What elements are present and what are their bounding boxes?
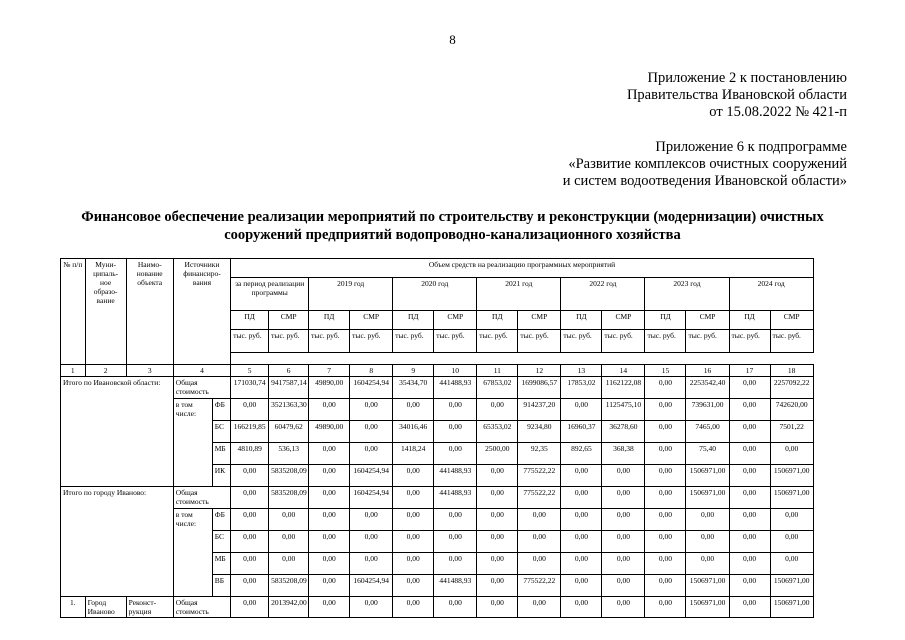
value-cell: 0,00	[231, 553, 269, 575]
table-row	[61, 509, 816, 531]
header-year: 2023 год	[645, 278, 729, 311]
value-cell: 441488,93	[434, 465, 477, 487]
value-cell: 0,00	[645, 443, 686, 465]
value-cell: 441488,93	[434, 487, 477, 509]
header-volume: Объем средств на реализацию программных мероприятий	[231, 259, 814, 278]
value-cell: 0,00	[561, 465, 602, 487]
appendix-subprogram-line: и систем водоотведения Ивановской области»	[562, 173, 847, 189]
value-cell: 65353,02	[477, 421, 518, 443]
value-cell: 4810,89	[231, 443, 269, 465]
value-cell: 775522,22	[518, 487, 561, 509]
source-code: ВБ	[212, 575, 230, 597]
header-unit: тыс. руб.	[393, 330, 434, 353]
table-edge	[813, 377, 815, 399]
value-cell: 0,00	[393, 465, 434, 487]
appendix-subprogram-line: «Развитие комплексов очистных сооружений	[568, 156, 847, 172]
header-unit: тыс. руб.	[477, 330, 518, 353]
value-cell: 0,00	[434, 597, 477, 618]
value-cell: 0,00	[729, 465, 770, 487]
total-cost-label: Общая стоимость	[173, 377, 230, 399]
value-cell: 1506971,00	[686, 465, 729, 487]
table-edge	[813, 509, 815, 531]
value-cell: 0,00	[645, 465, 686, 487]
value-cell: 742620,00	[770, 399, 813, 421]
value-cell: 0,00	[518, 597, 561, 618]
incl-label: в том числе:	[173, 509, 212, 597]
value-cell: 1506971,00	[770, 465, 813, 487]
value-cell: 5835208,09	[269, 465, 309, 487]
value-cell: 0,00	[231, 487, 269, 509]
value-cell: 0,00	[309, 597, 350, 618]
header-unit: тыс. руб.	[350, 330, 393, 353]
header-unit: тыс. руб.	[602, 330, 645, 353]
value-cell: 0,00	[645, 553, 686, 575]
value-cell: 16960,37	[561, 421, 602, 443]
value-cell: 0,00	[350, 509, 393, 531]
value-cell: 739631,00	[686, 399, 729, 421]
header-unit: тыс. руб.	[645, 330, 686, 353]
header-index: 14	[602, 365, 645, 377]
value-cell: 0,00	[350, 553, 393, 575]
value-cell: 0,00	[602, 509, 645, 531]
value-cell: 0,00	[561, 399, 602, 421]
financing-table	[60, 258, 816, 618]
value-cell: 1604254,94	[350, 575, 393, 597]
value-cell: 1604254,94	[350, 377, 393, 399]
value-cell: 0,00	[770, 553, 813, 575]
header-index: 9	[393, 365, 434, 377]
header-pd: ПД	[393, 311, 434, 330]
header-sources: Источники финансиро-вания	[173, 259, 230, 365]
value-cell: 1506971,00	[686, 575, 729, 597]
value-cell: 3521363,30	[269, 399, 309, 421]
appendix-subprogram	[563, 139, 847, 190]
header-index: 5	[231, 365, 269, 377]
value-cell: 0,00	[729, 377, 770, 399]
value-cell: 0,00	[350, 531, 393, 553]
table-edge	[813, 487, 815, 509]
table-edge	[813, 311, 815, 330]
header-index: 18	[770, 365, 813, 377]
header-period-prior: за период реализации программы	[231, 278, 309, 311]
value-cell: 0,00	[729, 575, 770, 597]
source-code: ФБ	[212, 399, 230, 421]
value-cell: 0,00	[309, 531, 350, 553]
value-cell: 0,00	[309, 575, 350, 597]
value-cell: 1506971,00	[770, 487, 813, 509]
header-smr: СМР	[602, 311, 645, 330]
value-cell: 0,00	[393, 487, 434, 509]
incl-label: в том числе:	[173, 399, 212, 487]
value-cell: 0,00	[602, 553, 645, 575]
value-cell: 0,00	[518, 531, 561, 553]
value-cell: 0,00	[477, 509, 518, 531]
value-cell: 0,00	[309, 553, 350, 575]
value-cell: 0,00	[645, 531, 686, 553]
value-cell: 0,00	[561, 553, 602, 575]
table-edge	[813, 365, 815, 377]
value-cell: 0,00	[645, 421, 686, 443]
value-cell: 0,00	[686, 553, 729, 575]
value-cell: 0,00	[602, 597, 645, 618]
value-cell: 0,00	[645, 597, 686, 618]
value-cell: 60479,62	[269, 421, 309, 443]
value-cell: 0,00	[602, 531, 645, 553]
value-cell: 775522,22	[518, 465, 561, 487]
value-cell: 0,00	[231, 597, 269, 618]
value-cell: 1506971,00	[686, 487, 729, 509]
value-cell: 0,00	[231, 399, 269, 421]
header-index: 16	[686, 365, 729, 377]
value-cell: 0,00	[434, 421, 477, 443]
value-cell: 2500,00	[477, 443, 518, 465]
document-title-line: сооружений предприятий водопроводно-канализационного хозяйства	[224, 227, 681, 243]
header-pd: ПД	[231, 311, 269, 330]
header-year: 2020 год	[393, 278, 477, 311]
table-edge	[813, 531, 815, 553]
value-cell: 34016,46	[393, 421, 434, 443]
header-index: 6	[269, 365, 309, 377]
header-num: № п/п	[61, 259, 86, 365]
value-cell: 0,00	[561, 531, 602, 553]
value-cell: 0,00	[686, 531, 729, 553]
value-cell: 0,00	[350, 443, 393, 465]
value-cell: 0,00	[393, 575, 434, 597]
value-cell: 441488,93	[434, 575, 477, 597]
value-cell: 67853,02	[477, 377, 518, 399]
value-cell: 0,00	[729, 487, 770, 509]
value-cell: 0,00	[269, 531, 309, 553]
value-cell: 0,00	[477, 487, 518, 509]
value-cell: 0,00	[231, 531, 269, 553]
value-cell: 0,00	[393, 553, 434, 575]
value-cell: 0,00	[645, 487, 686, 509]
header-smr: СМР	[269, 311, 309, 330]
header-unit: тыс. руб.	[518, 330, 561, 353]
header-unit: тыс. руб.	[561, 330, 602, 353]
value-cell: 0,00	[269, 509, 309, 531]
header-index: 11	[477, 365, 518, 377]
value-cell: 0,00	[477, 597, 518, 618]
header-unit: тыс. руб.	[729, 330, 770, 353]
source-code: ФБ	[212, 509, 230, 531]
header-index: 2	[85, 365, 126, 377]
document-title-line: Финансовое обеспечение реализации мероприятий по строительству и реконструкции (модернизации) очистных	[81, 209, 824, 225]
value-cell: 1506971,00	[770, 597, 813, 618]
value-cell: 1506971,00	[686, 597, 729, 618]
value-cell: 0,00	[561, 487, 602, 509]
value-cell: 0,00	[350, 421, 393, 443]
value-cell: 49890,00	[309, 421, 350, 443]
header-pd: ПД	[309, 311, 350, 330]
table-edge	[813, 399, 815, 421]
appendix-decree-line: Приложение 2 к постановлению	[647, 70, 847, 86]
value-cell: 0,00	[309, 509, 350, 531]
value-cell: 1125475,10	[602, 399, 645, 421]
total-city-label: Итого по городу Иваново:	[61, 487, 174, 597]
header-pd: ПД	[477, 311, 518, 330]
value-cell: 0,00	[729, 399, 770, 421]
value-cell: 0,00	[434, 399, 477, 421]
row-object: Реконст-рукция	[126, 597, 173, 618]
value-cell: 0,00	[729, 597, 770, 618]
value-cell: 0,00	[309, 399, 350, 421]
value-cell: 0,00	[729, 421, 770, 443]
value-cell: 0,00	[686, 509, 729, 531]
value-cell: 9417587,14	[269, 377, 309, 399]
header-year: 2021 год	[477, 278, 561, 311]
value-cell: 7501,22	[770, 421, 813, 443]
value-cell: 0,00	[518, 509, 561, 531]
header-unit: тыс. руб.	[770, 330, 813, 353]
value-cell: 0,00	[561, 509, 602, 531]
header-index: 12	[518, 365, 561, 377]
value-cell: 0,00	[602, 487, 645, 509]
table-edge	[813, 465, 815, 487]
value-cell: 2013942,00	[269, 597, 309, 618]
value-cell: 0,00	[434, 553, 477, 575]
source-code: БС	[212, 421, 230, 443]
header-index: 10	[434, 365, 477, 377]
header-year: 2019 год	[309, 278, 393, 311]
table-edge	[813, 259, 815, 278]
value-cell: 92,35	[518, 443, 561, 465]
header-smr: СМР	[770, 311, 813, 330]
header-unit: тыс. руб.	[434, 330, 477, 353]
value-cell: 0,00	[393, 531, 434, 553]
header-index: 4	[173, 365, 230, 377]
value-cell: 0,00	[729, 509, 770, 531]
table-row	[61, 377, 816, 399]
value-cell: 0,00	[350, 597, 393, 618]
value-cell: 0,00	[393, 399, 434, 421]
header-index: 17	[729, 365, 770, 377]
appendix-subprogram-line: Приложение 6 к подпрограмме	[655, 139, 847, 155]
header-unit: тыс. руб.	[269, 330, 309, 353]
value-cell: 892,65	[561, 443, 602, 465]
value-cell: 1162122,08	[602, 377, 645, 399]
value-cell: 0,00	[561, 575, 602, 597]
source-code: БС	[212, 531, 230, 553]
value-cell: 0,00	[434, 531, 477, 553]
header-pd: ПД	[729, 311, 770, 330]
header-index: 7	[309, 365, 350, 377]
value-cell: 536,13	[269, 443, 309, 465]
table-edge	[813, 597, 815, 618]
value-cell: 0,00	[729, 531, 770, 553]
table-row	[61, 399, 816, 421]
total-region-label: Итого по Ивановской области:	[61, 377, 174, 487]
source-code: ИК	[212, 465, 230, 487]
header-index: 15	[645, 365, 686, 377]
appendix-decree-line: от 15.08.2022 № 421-п	[709, 104, 847, 120]
document-title	[40, 208, 865, 244]
value-cell: 0,00	[231, 575, 269, 597]
value-cell: 0,00	[477, 553, 518, 575]
value-cell: 0,00	[770, 443, 813, 465]
table-edge	[813, 278, 815, 311]
value-cell: 0,00	[434, 443, 477, 465]
value-cell: 2257092,22	[770, 377, 813, 399]
header-unit: тыс. руб.	[686, 330, 729, 353]
value-cell: 0,00	[770, 509, 813, 531]
total-cost-label: Общая стоимость	[173, 597, 230, 618]
value-cell: 9234,80	[518, 421, 561, 443]
value-cell: 1604254,94	[350, 487, 393, 509]
value-cell: 0,00	[434, 509, 477, 531]
value-cell: 0,00	[477, 531, 518, 553]
value-cell: 1699086,57	[518, 377, 561, 399]
value-cell: 0,00	[393, 509, 434, 531]
header-smr: СМР	[434, 311, 477, 330]
value-cell: 1418,24	[393, 443, 434, 465]
value-cell: 0,00	[350, 399, 393, 421]
value-cell: 1506971,00	[770, 575, 813, 597]
value-cell: 2253542,40	[686, 377, 729, 399]
header-unit: тыс. руб.	[231, 330, 269, 353]
table-row	[61, 597, 816, 618]
value-cell: 0,00	[602, 465, 645, 487]
total-cost-label: Общая стоимость	[173, 487, 230, 509]
header-index: 3	[126, 365, 173, 377]
table-edge	[813, 330, 815, 353]
header-index: 8	[350, 365, 393, 377]
value-cell: 441488,93	[434, 377, 477, 399]
value-cell: 17853,02	[561, 377, 602, 399]
source-code: МБ	[212, 553, 230, 575]
table-edge	[813, 421, 815, 443]
header-smr: СМР	[686, 311, 729, 330]
value-cell: 368,38	[602, 443, 645, 465]
header-pd: ПД	[645, 311, 686, 330]
table-row	[61, 487, 816, 509]
value-cell: 0,00	[477, 399, 518, 421]
value-cell: 5835208,09	[269, 487, 309, 509]
table-edge	[813, 575, 815, 597]
value-cell: 36278,60	[602, 421, 645, 443]
value-cell: 75,40	[686, 443, 729, 465]
value-cell: 7465,00	[686, 421, 729, 443]
value-cell: 49890,00	[309, 377, 350, 399]
value-cell: 0,00	[770, 531, 813, 553]
value-cell: 0,00	[729, 553, 770, 575]
table-edge	[231, 353, 269, 365]
value-cell: 0,00	[477, 575, 518, 597]
header-year: 2022 год	[561, 278, 645, 311]
value-cell: 0,00	[309, 443, 350, 465]
value-cell: 0,00	[602, 575, 645, 597]
value-cell: 0,00	[309, 487, 350, 509]
value-cell: 0,00	[645, 377, 686, 399]
value-cell: 171030,74	[231, 377, 269, 399]
value-cell: 0,00	[231, 509, 269, 531]
header-object: Наимо-нование объекта	[126, 259, 173, 365]
header-municipality: Муни-ципаль-ное образо-вание	[85, 259, 126, 365]
appendix-decree	[627, 70, 847, 121]
value-cell: 775522,22	[518, 575, 561, 597]
appendix-decree-line: Правительства Ивановской области	[626, 87, 847, 103]
header-row	[61, 259, 816, 278]
value-cell: 166219,85	[231, 421, 269, 443]
value-cell: 0,00	[645, 509, 686, 531]
page-number: 8	[449, 32, 456, 47]
value-cell: 0,00	[729, 443, 770, 465]
header-smr: СМР	[518, 311, 561, 330]
value-cell: 0,00	[477, 465, 518, 487]
row-municipality: Город Иваново	[85, 597, 126, 618]
header-pd: ПД	[561, 311, 602, 330]
header-year: 2024 год	[729, 278, 813, 311]
table-edge	[813, 553, 815, 575]
value-cell: 0,00	[393, 597, 434, 618]
header-index-row	[61, 365, 816, 377]
value-cell: 0,00	[269, 553, 309, 575]
value-cell: 0,00	[309, 465, 350, 487]
value-cell: 0,00	[231, 465, 269, 487]
value-cell: 5835208,09	[269, 575, 309, 597]
value-cell: 0,00	[518, 553, 561, 575]
header-unit: тыс. руб.	[309, 330, 350, 353]
value-cell: 35434,70	[393, 377, 434, 399]
value-cell: 0,00	[645, 575, 686, 597]
header-index: 13	[561, 365, 602, 377]
source-code: МБ	[212, 443, 230, 465]
value-cell: 914237,20	[518, 399, 561, 421]
header-index: 1	[61, 365, 86, 377]
row-num: 1.	[61, 597, 86, 618]
table-edge	[813, 443, 815, 465]
header-smr: СМР	[350, 311, 393, 330]
value-cell: 1604254,94	[350, 465, 393, 487]
value-cell: 0,00	[645, 399, 686, 421]
value-cell: 0,00	[561, 597, 602, 618]
